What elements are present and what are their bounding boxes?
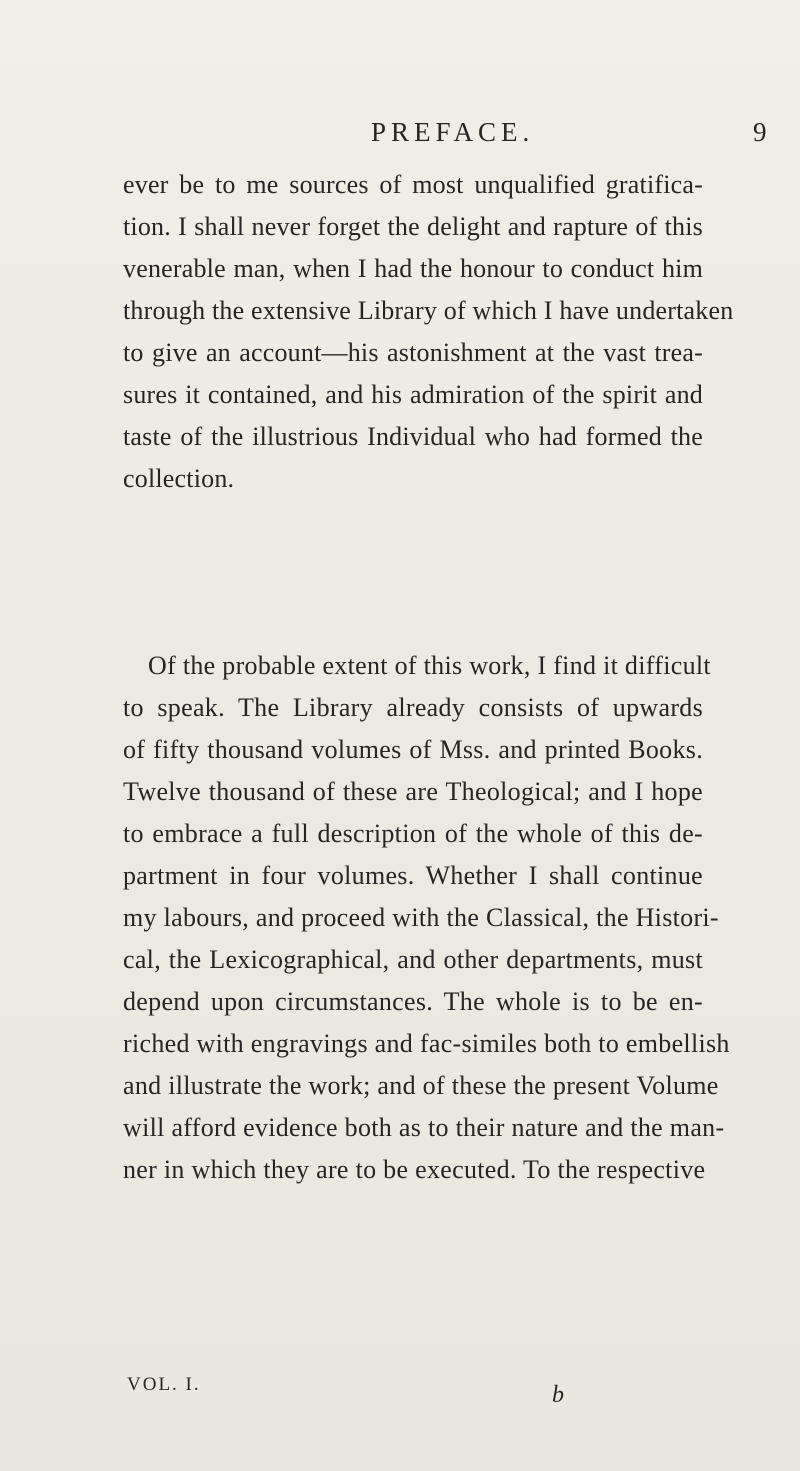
text-line: to embrace a full description of the whole of this de-: [123, 819, 703, 848]
text-line: my labours, and proceed with the Classical, the Histori-: [123, 903, 719, 932]
text-line: ner in which they are to be executed. To the respective: [123, 1155, 706, 1184]
text-line: to give an account—his astonishment at the vast trea-: [123, 338, 703, 367]
text-line: Of the probable extent of this work, I find it difficult: [148, 651, 711, 680]
text-line: to speak. The Library already consists of upwards: [123, 693, 703, 722]
text-line: and illustrate the work; and of these the present Volume: [123, 1071, 719, 1100]
running-head: PREFACE.: [371, 117, 535, 147]
page-header: [0, 112, 800, 152]
text-line: through the extensive Library of which I have undertaken: [123, 296, 734, 325]
paragraph-1: [123, 164, 734, 500]
text-line: taste of the illustrious Individual who had formed the: [123, 422, 703, 451]
text-line: depend upon circumstances. The whole is to be en-: [123, 987, 703, 1016]
text-line: venerable man, when I had the honour to conduct him: [123, 254, 703, 283]
text-line: will afford evidence both as to their nature and the man-: [123, 1113, 725, 1142]
page-footer: [0, 1368, 800, 1408]
text-line: collection.: [123, 464, 235, 493]
text-line: Twelve thousand of these are Theological; and I hope: [123, 777, 703, 806]
paragraph-2: [123, 645, 730, 1191]
text-line: of fifty thousand volumes of Mss. and printed Books.: [123, 735, 703, 764]
text-line: partment in four volumes. Whether I shall continue: [123, 861, 703, 890]
text-line: sures it contained, and his admiration of the spirit and: [123, 380, 703, 409]
page-number: 9: [753, 117, 767, 147]
text-line: riched with engravings and fac-similes both to embellish: [123, 1029, 730, 1058]
text-line: tion. I shall never forget the delight and rapture of this: [123, 212, 703, 241]
gathering-signature: b: [552, 1382, 564, 1408]
text-line: cal, the Lexicographical, and other departments, must: [123, 945, 703, 974]
volume-signature: VOL. I.: [127, 1374, 201, 1395]
text-line: ever be to me sources of most unqualified gratifica-: [123, 170, 703, 199]
